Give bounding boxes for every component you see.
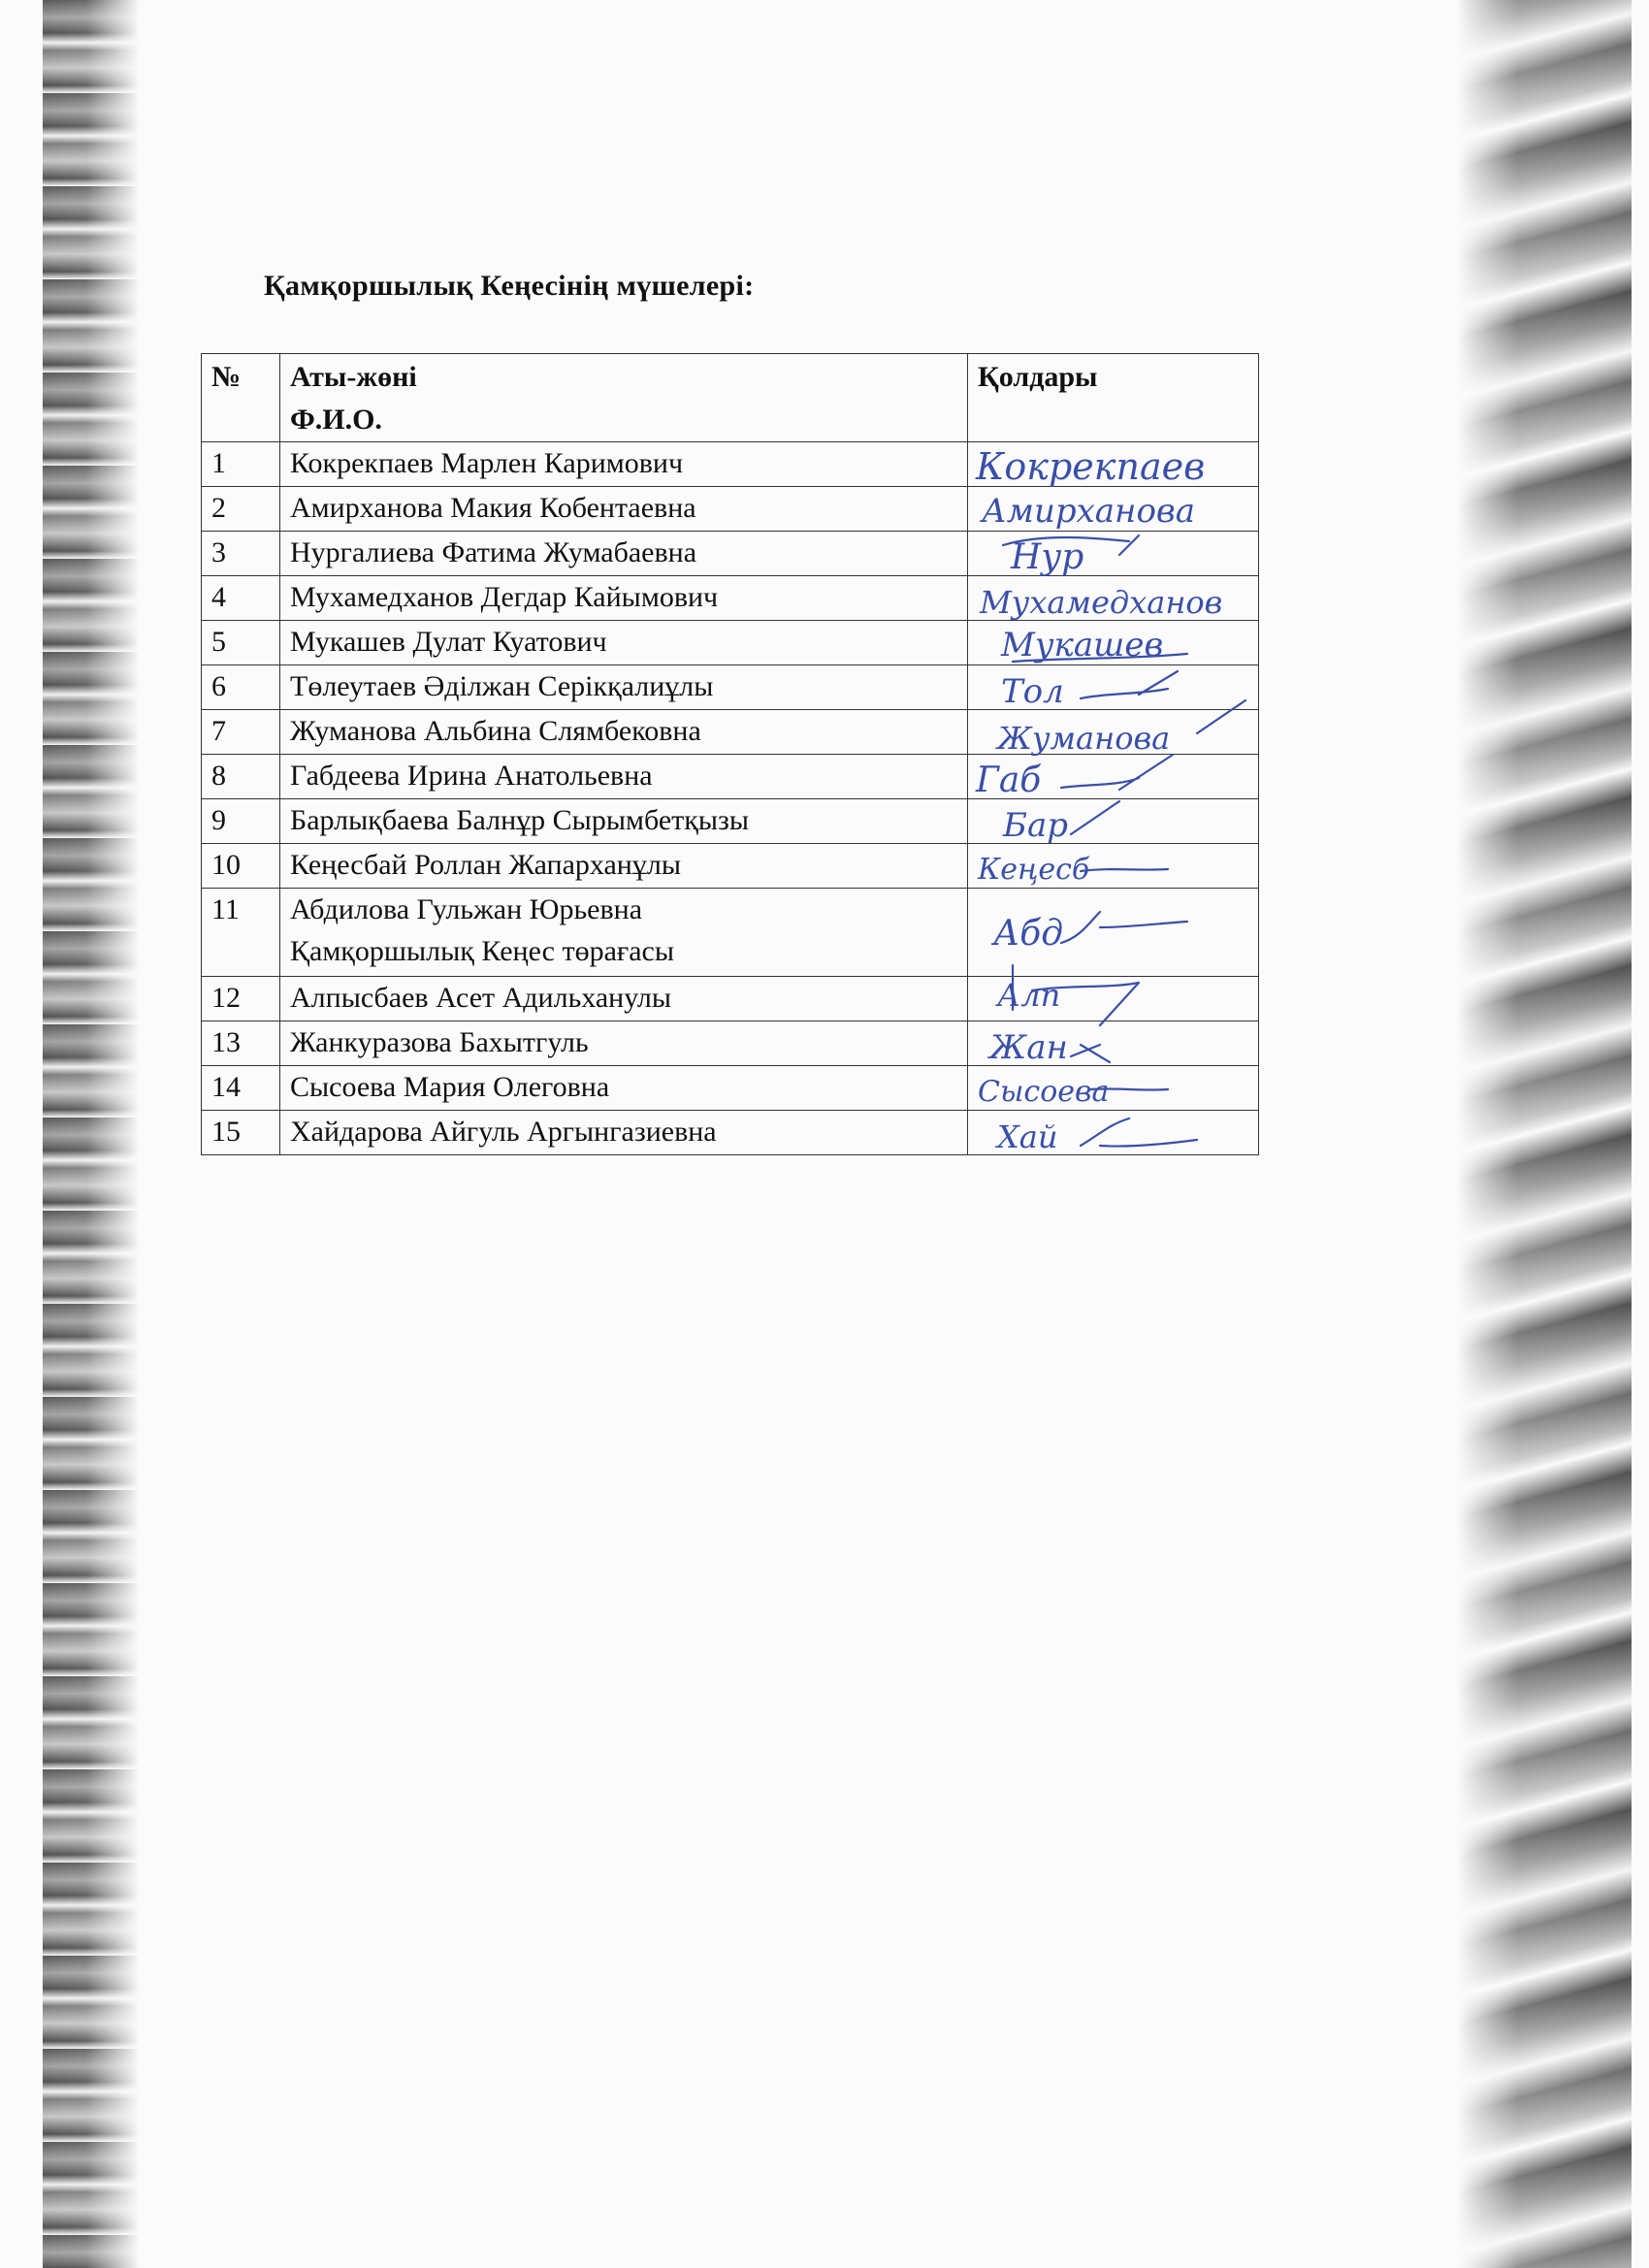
signature-cell — [968, 977, 1259, 1021]
member-name: Амирханова Макия Кобентаевна — [280, 487, 968, 532]
signature-cell — [968, 710, 1259, 755]
row-number: 2 — [202, 487, 280, 532]
table-row — [202, 487, 1259, 532]
row-number: 13 — [202, 1021, 280, 1066]
svg-text:Амирханова: Амирханова — [982, 492, 1195, 531]
member-name — [280, 889, 968, 977]
member-name: Кеңесбай Роллан Жапарханұлы — [280, 844, 968, 889]
table-row — [202, 799, 1259, 844]
signature-cell — [968, 1111, 1259, 1155]
member-name: Барлықбаева Балнұр Сырымбетқызы — [280, 799, 968, 844]
table-row — [202, 710, 1259, 755]
row-number: 9 — [202, 799, 280, 844]
table-row — [202, 755, 1259, 799]
signature — [974, 883, 1207, 980]
svg-text:Сысоева: Сысоева — [978, 1075, 1110, 1109]
member-name: Төлеутаев Әділжан Серікқалиұлы — [280, 665, 968, 710]
member-name: Кокрекпаев Марлен Каримович — [280, 442, 968, 487]
row-number: 10 — [202, 844, 280, 889]
table-header-row — [202, 354, 1259, 442]
header-name-ru: Ф.И.О. — [290, 404, 382, 436]
member-name: Нургалиева Фатима Жумабаевна — [280, 532, 968, 576]
row-number: 3 — [202, 532, 280, 576]
svg-text:Тол: Тол — [1001, 672, 1064, 711]
svg-text:Кеңесб: Кеңесб — [978, 853, 1090, 887]
signature-cell — [968, 1066, 1259, 1111]
svg-text:Нур: Нур — [1011, 537, 1084, 577]
member-role: Қамқоршылық Кеңес төрағасы — [290, 935, 674, 967]
signature-cell — [968, 1021, 1259, 1066]
signature-cell — [968, 665, 1259, 710]
signature-cell — [968, 621, 1259, 665]
svg-text:Бар: Бар — [1003, 806, 1069, 845]
table-row — [202, 532, 1259, 576]
header-name-kz: Аты-жөні — [290, 361, 417, 393]
table-row — [202, 977, 1259, 1021]
member-name: Хайдарова Айгуль Аргынгазиевна — [280, 1111, 968, 1155]
row-number: 6 — [202, 665, 280, 710]
members-table — [201, 353, 1259, 1155]
signature-cell — [968, 487, 1259, 532]
member-name: Габдеева Ирина Анатольевна — [280, 755, 968, 799]
signature-cell — [968, 576, 1259, 621]
row-number: 8 — [202, 755, 280, 799]
row-number: 5 — [202, 621, 280, 665]
svg-text:Жуманова: Жуманова — [997, 720, 1171, 757]
header-name — [280, 354, 968, 442]
svg-text:Абд: Абд — [993, 914, 1064, 954]
row-number: 1 — [202, 442, 280, 487]
signature — [974, 1105, 1207, 1163]
header-number: № — [202, 354, 280, 442]
member-name: Алпысбаев Асет Адильханулы — [280, 977, 968, 1021]
table-row — [202, 665, 1259, 710]
row-number: 14 — [202, 1066, 280, 1111]
signature-cell — [968, 889, 1259, 977]
svg-text:Алп: Алп — [997, 977, 1061, 1014]
signature-cell — [968, 532, 1259, 576]
member-name-line1: Абдилова Гульжан Юрьевна — [290, 893, 643, 925]
table-row — [202, 1066, 1259, 1111]
signature-cell — [968, 844, 1259, 889]
svg-text:Мухамедханов: Мухамедханов — [980, 584, 1223, 621]
signature-cell — [968, 442, 1259, 487]
scan-edge-left — [43, 0, 140, 2268]
table-row — [202, 889, 1259, 977]
table-row — [202, 844, 1259, 889]
member-name: Мукашев Дулат Куатович — [280, 621, 968, 665]
table-row — [202, 1111, 1259, 1155]
table-row — [202, 442, 1259, 487]
svg-text:Жан: Жан — [989, 1028, 1068, 1067]
svg-text:Мукашев: Мукашев — [1001, 626, 1164, 664]
member-name: Жанкуразова Бахытгуль — [280, 1021, 968, 1066]
page-title: Қамқоршылық Кеңесінің мүшелері: — [264, 270, 755, 302]
row-number: 4 — [202, 576, 280, 621]
table-row — [202, 1021, 1259, 1066]
signature-cell — [968, 799, 1259, 844]
table-row — [202, 621, 1259, 665]
svg-text:Кокрекпаев: Кокрекпаев — [976, 445, 1206, 488]
svg-text:Хай: Хай — [997, 1118, 1058, 1155]
row-number: 7 — [202, 710, 280, 755]
signature-cell — [968, 755, 1259, 799]
member-name: Жуманова Альбина Слямбековна — [280, 710, 968, 755]
row-number: 15 — [202, 1111, 280, 1155]
row-number: 11 — [202, 889, 280, 977]
scan-edge-right — [1457, 0, 1632, 2268]
member-name: Сысоева Мария Олеговна — [280, 1066, 968, 1111]
svg-text:Габ: Габ — [976, 761, 1042, 800]
table-row — [202, 576, 1259, 621]
member-name: Мухамедханов Дегдар Кайымович — [280, 576, 968, 621]
header-signatures: Қолдары — [968, 354, 1259, 442]
row-number: 12 — [202, 977, 280, 1021]
